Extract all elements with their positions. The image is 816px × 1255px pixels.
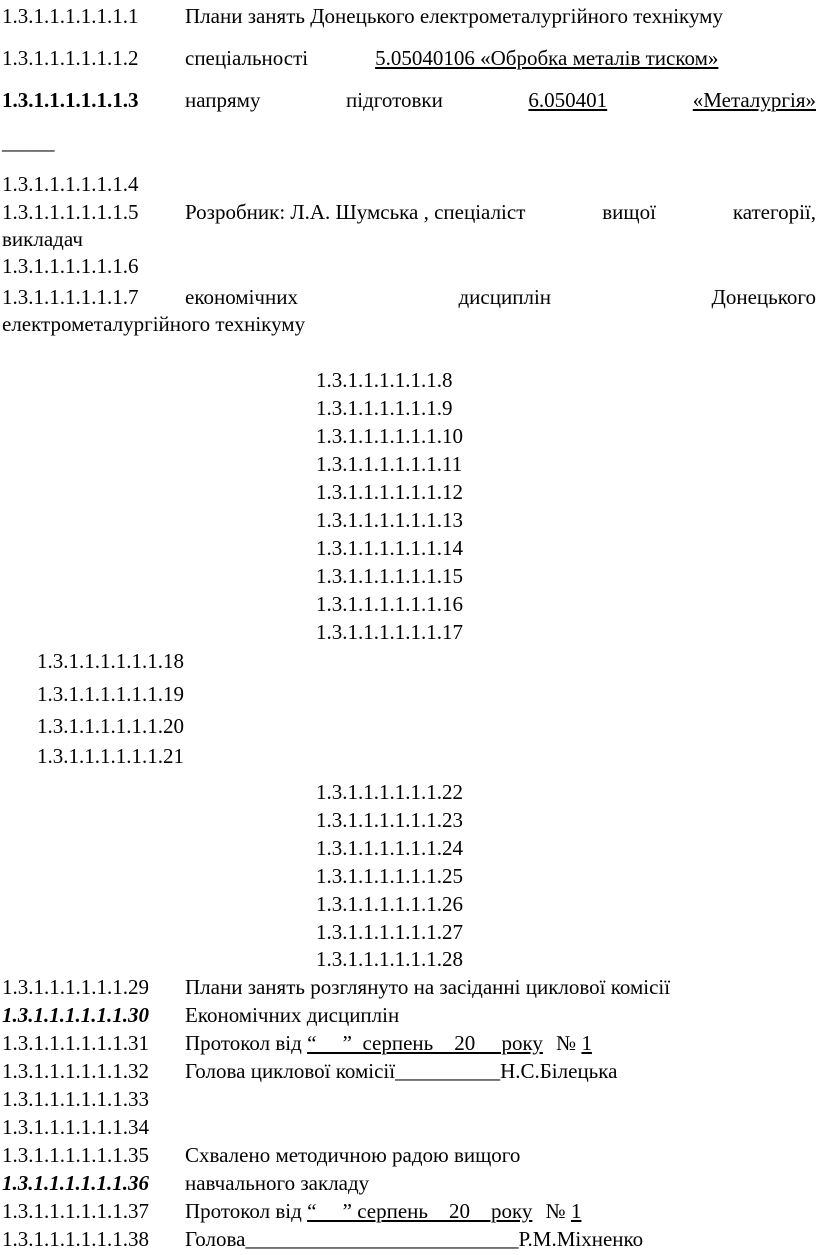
line-3 [2,88,185,112]
signature-blank: __________ [395,1059,501,1083]
line-number: 1.3.1.1.1.1.1.1.36 [2,1171,149,1195]
signatory-name: Р.М.Міхненко [518,1227,644,1251]
center-number: 1.3.1.1.1.1.1.1.11 [316,452,463,476]
line-6 [2,254,185,278]
line-5-continuation: викладач [2,227,83,251]
line-text: Донецького [711,285,816,309]
line-text: напряму [185,88,261,112]
line-number: 1.3.1.1.1.1.1.1.38 [2,1227,149,1251]
signature-blank: __________________________ [245,1227,519,1251]
center-number: 1.3.1.1.1.1.1.1.12 [316,480,463,504]
line-number: 1.3.1.1.1.1.1.1.34 [2,1115,149,1139]
indent-number: 1.3.1.1.1.1.1.1.21 [37,744,184,768]
line-7 [2,285,185,309]
direction-code: 6.050401 [528,88,608,112]
center-number: 1.3.1.1.1.1.1.1.27 [316,920,463,944]
line-number: 1.3.1.1.1.1.1.1.2 [2,46,139,70]
line-text: Протокол від [185,1031,302,1055]
protocol-date: “ ” серпень 20 року [307,1199,533,1223]
line-31 [2,1031,592,1055]
line-text: категорії, [732,200,816,224]
center-number: 1.3.1.1.1.1.1.1.22 [316,780,463,804]
line-number: 1.3.1.1.1.1.1.1.29 [2,975,149,999]
line-number: 1.3.1.1.1.1.1.1.5 [2,200,139,224]
line-30 [2,1003,399,1027]
line-2 [2,46,718,70]
line-35 [2,1143,520,1167]
line-38 [2,1227,643,1251]
line-32 [2,1059,617,1083]
line-text: Голова циклової комісії [185,1059,396,1083]
protocol-number: 1 [581,1031,592,1055]
line-37 [2,1199,581,1223]
line-number: 1.3.1.1.1.1.1.1.6 [2,254,139,278]
line-29 [2,975,670,999]
line-7-continuation: електрометалургійного технікуму [2,312,306,336]
line-number: 1.3.1.1.1.1.1.1.4 [2,172,139,196]
line-5-text [185,200,816,224]
line-5 [2,200,185,224]
line-number: 1.3.1.1.1.1.1.1.31 [2,1031,149,1055]
line-number: 1.3.1.1.1.1.1.1.30 [2,1003,149,1027]
line-number: 1.3.1.1.1.1.1.1.1 [2,4,139,28]
line-number: 1.3.1.1.1.1.1.1.37 [2,1199,149,1223]
line-text: спеціальності [185,46,309,70]
center-number: 1.3.1.1.1.1.1.1.24 [316,836,463,860]
indent-number: 1.3.1.1.1.1.1.1.18 [37,649,184,673]
center-number: 1.3.1.1.1.1.1.1.28 [316,947,463,971]
protocol-number: 1 [570,1199,582,1223]
protocol-date: “ ” серпень 20 року [307,1031,543,1055]
line-text: дисциплін [458,285,552,309]
center-number: 1.3.1.1.1.1.1.1.8 [316,368,453,392]
center-number: 1.3.1.1.1.1.1.1.16 [316,592,463,616]
center-number: 1.3.1.1.1.1.1.1.9 [316,396,453,420]
center-number: 1.3.1.1.1.1.1.1.10 [316,424,463,448]
center-number: 1.3.1.1.1.1.1.1.26 [316,892,463,916]
line-text: Розробник: Л.А. Шумська , спеціаліст [185,200,526,224]
line-number: 1.3.1.1.1.1.1.1.33 [2,1087,149,1111]
line-text: навчального закладу [185,1171,370,1195]
line-text: Голова [185,1227,246,1251]
line-text: підготовки [346,88,443,112]
line-34 [2,1115,185,1139]
line-number: 1.3.1.1.1.1.1.1.32 [2,1059,149,1083]
line-text: Плани занять Донецького електрометалургійного технікуму [185,4,723,28]
center-number: 1.3.1.1.1.1.1.1.25 [316,864,463,888]
center-number: 1.3.1.1.1.1.1.1.23 [316,808,463,832]
protocol-number-sign: № [556,1031,577,1055]
line-text: Схвалено методичною радою вищого [185,1143,521,1167]
line-text: вищої [602,200,656,224]
underline-blank: _____ [2,130,55,154]
direction-name: «Металургія» [692,88,816,112]
specialty-code: 5.05040106 «Обробка металів тиском» [375,46,719,70]
line-4 [2,172,185,196]
center-number: 1.3.1.1.1.1.1.1.17 [316,620,463,644]
line-36 [2,1171,369,1195]
line-number: 1.3.1.1.1.1.1.1.35 [2,1143,149,1167]
line-text: Плани занять розглянуто на засіданні циклової комісії [185,975,671,999]
protocol-number-sign: № [545,1199,566,1223]
line-7-text [185,285,816,309]
line-33 [2,1087,185,1111]
center-number: 1.3.1.1.1.1.1.1.15 [316,564,463,588]
line-number: 1.3.1.1.1.1.1.1.3 [2,88,139,112]
center-number: 1.3.1.1.1.1.1.1.13 [316,508,463,532]
line-1 [2,4,723,28]
signatory-name: Н.С.Білецька [500,1059,618,1083]
line-number: 1.3.1.1.1.1.1.1.7 [2,285,139,309]
indent-number: 1.3.1.1.1.1.1.1.20 [37,714,184,738]
indent-number: 1.3.1.1.1.1.1.1.19 [37,682,184,706]
line-text: економічних [185,285,298,309]
line-text: Економічних дисциплін [185,1003,400,1027]
line-text: Протокол від [185,1199,302,1223]
line-3-text [185,88,816,112]
center-number: 1.3.1.1.1.1.1.1.14 [316,536,463,560]
